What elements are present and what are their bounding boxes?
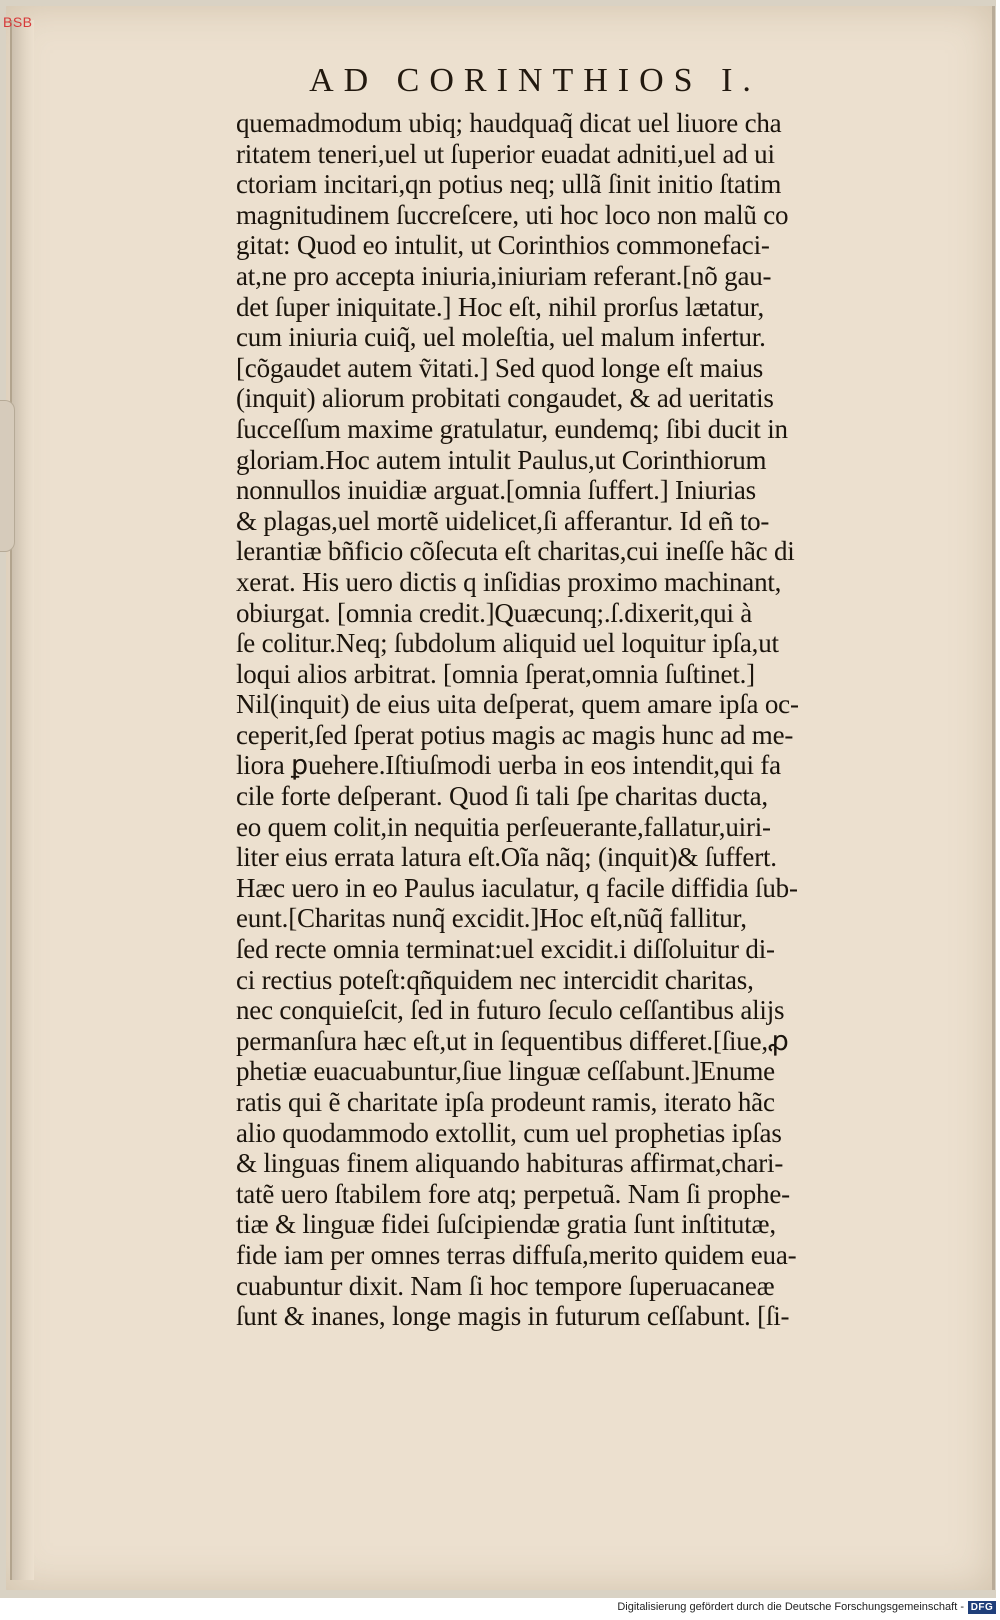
text-line: & linguas finem aliquando habituras affirmat,chari- — [236, 1148, 784, 1179]
text-line: ctoriam incitari,qn potius neq; ullã ſinit initio ſtatim — [236, 169, 782, 200]
text-line: phetiæ euacuabuntur,ſiue linguæ ceſſabunt.]Enume — [236, 1056, 775, 1087]
text-line: tatẽ uero ſtabilem fore atq; perpetuã. Nam ſi prophe- — [236, 1178, 790, 1209]
text-line: ſunt & inanes, longe magis in futurum ceſſabunt. [ſi- — [236, 1301, 790, 1332]
text-line: ritatem teneri,uel ut ſuperior euadat adniti,uel ad ui — [236, 138, 775, 169]
dfg-logo: DFG — [968, 1601, 996, 1614]
text-line: xerat. His uero dictis q inſidias proximo machinant, — [236, 566, 782, 597]
text-line: eunt.[Charitas nunq̃ excidit.]Hoc eſt,nũq̃ fallitur, — [236, 903, 747, 934]
text-line: gitat: Quod eo intulit, ut Corinthios commonefaci- — [236, 230, 770, 261]
text-line: det ſuper iniquitate.] Hoc eſt, nihil prorſus lætatur, — [236, 291, 765, 322]
text-line: nonnullos inuidiæ arguat.[omnia ſuffert.] Iniurias — [236, 475, 756, 506]
text-line: ſucceſſum maxime gratulatur, eundemq; ſibi ducit in — [236, 413, 788, 444]
body-text — [236, 108, 926, 1332]
text-line: fide iam per omnes terras diffuſa,merito quidem eua- — [236, 1239, 797, 1270]
text-line: nec conquieſcit, ſed in futuro ſeculo ceſſantibus alijs — [236, 995, 785, 1026]
digitization-credit: Digitalisierung gefördert durch die Deutsche Forschungsgemeinschaft - — [617, 1601, 964, 1613]
text-line: ratis qui ẽ charitate ipſa prodeunt ramis, iterato hãc — [236, 1087, 775, 1117]
text-line: eo quem colit,in nequitia perſeuerante,fallatur,uiri- — [236, 811, 771, 842]
text-line: ſed recte omnia terminat:uel excidit.i diſſoluitur di- — [236, 934, 775, 965]
text-line: gloriam.Hoc autem intulit Paulus,ut Corinthiorum — [236, 444, 767, 475]
text-line: ſe colitur.Neq; ſubdolum aliquid uel loquitur ipſa,ut — [236, 628, 779, 659]
page-gutter-edge — [10, 20, 34, 1580]
text-line: cuabuntur dixit. Nam ſi hoc tempore ſuperuacaneæ — [236, 1270, 775, 1301]
text-line: & plagas,uel mortẽ uidelicet,ſi afferantur. Id eñ to- — [236, 505, 770, 536]
text-line: permanſura hæc eſt,ut in ſequentibus differet.[ſiue,ꝓ — [236, 1025, 789, 1056]
page-clip-tab — [0, 400, 15, 552]
text-line: ci rectius poteſt:qñquidem nec intercidit charitas, — [236, 964, 754, 995]
text-line: alio quodammodo extollit, cum uel prophetias ipſas — [236, 1117, 782, 1148]
text-line: (inquit) aliorum probitati congaudet, & ad ueritatis — [236, 383, 774, 414]
text-line: loqui alios arbitrat. [omnia ſperat,omnia ſuſtinet.] — [236, 658, 755, 689]
text-line: cile forte deſperant. Quod ſi tali ſpe charitas ducta, — [236, 781, 768, 812]
text-line: [cõgaudet autem ṽitati.] Sed quod longe eſt maius — [236, 352, 764, 383]
running-head: AD CORINTHIOS I. — [309, 62, 761, 99]
text-line: Hæc uero in eo Paulus iaculatur, q facile diffidia ſub- — [236, 872, 798, 903]
text-line: tiæ & linguæ fidei ſuſcipiendæ gratia ſunt inſtitutæ, — [236, 1209, 776, 1240]
text-line: liora ꝑuehere.Iſtiuſmodi uerba in eos intendit,qui fa — [236, 750, 781, 781]
text-line: lerantiæ bñficio cõſecuta eſt charitas,cui ineſſe hãc di — [236, 536, 795, 567]
text-line: obiurgat. [omnia credit.]Quæcunq;.ſ.dixerit,qui à — [236, 597, 753, 628]
text-line: Nil(inquit) de eius uita deſperat, quem amare ipſa oc- — [236, 689, 799, 720]
text-line: magnitudinem ſuccreſcere, uti hoc loco non malũ co — [236, 199, 789, 230]
text-line: quemadmodum ubiq; haudquaq̃ dicat uel liuore cha — [236, 108, 782, 138]
library-mark: BSB — [3, 14, 33, 30]
text-line: ceperit,ſed ſperat potius magis ac magis hunc ad me- — [236, 719, 794, 750]
text-line: cum iniuria cuiq̃, uel moleſtia, uel malum infertur. — [236, 322, 766, 353]
text-line: at,ne pro accepta iniuria,iniuriam referant.[nõ gau- — [236, 260, 772, 291]
text-line: liter eius errata latura eſt.Oĩa nãq; (inquit)& ſuffert. — [236, 842, 777, 873]
